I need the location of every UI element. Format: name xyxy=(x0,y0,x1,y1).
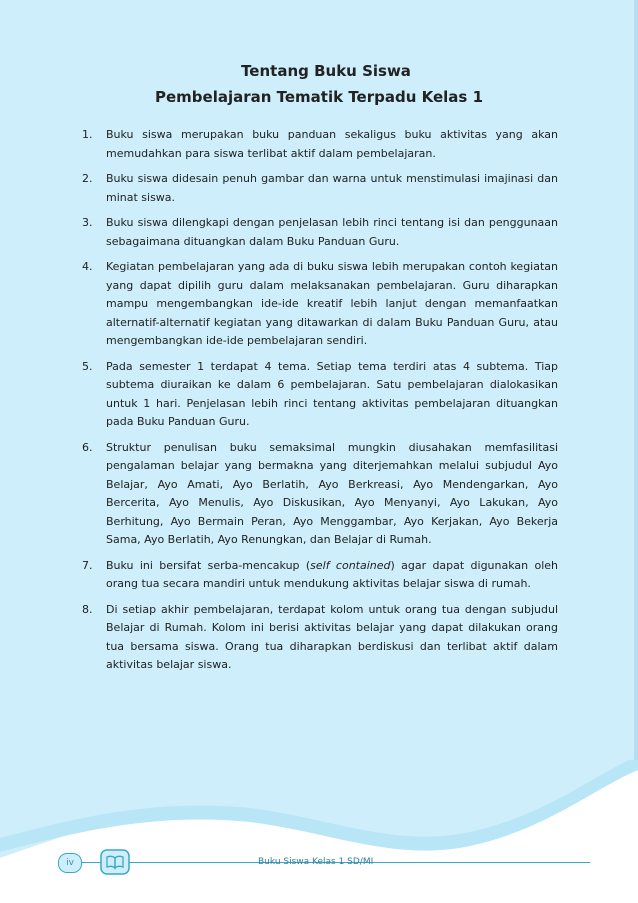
list-item xyxy=(82,126,558,163)
list-item xyxy=(82,358,558,432)
list-item xyxy=(82,439,558,550)
page-number: iv xyxy=(58,853,82,873)
list-item-text: Kegiatan pembelajaran yang ada di buku siswa lebih merupakan contoh kegiatan yang dapat dipilih guru dalam melaksanakan pembelajaran. Guru diharapkan mampu mengembangkan ide-ide kreatif lebih lanjut dengan memanfaatkan alternatif-alternatif kegiatan yang ditawarkan di dalam Buku Panduan Guru, atau mengembangkan ide-ide pembelajaran sendiri. xyxy=(106,260,558,347)
list-item-number: 8. xyxy=(82,602,93,616)
book-icon xyxy=(100,849,130,875)
list-item-text: Pada semester 1 terdapat 4 tema. Setiap tema terdiri atas 4 subtema. Tiap subtema diuraikan ke dalam 6 pembelajaran. Satu pembelajaran dialokasikan untuk 1 hari. Penjelasan lebih rinci tentang aktivitas pembelajaran dituangkan pada Buku Panduan Guru. xyxy=(106,359,558,428)
list-item-text: Buku siswa didesain penuh gambar dan warna untuk menstimulasi imajinasi dan minat siswa. xyxy=(106,172,558,204)
italic-term: self contained xyxy=(310,558,391,572)
list-item-number: 2. xyxy=(82,172,93,185)
list-item-text: Buku siswa merupakan buku panduan sekaligus buku aktivitas yang akan memudahkan para siswa terlibat aktif dalam pembelajaran. xyxy=(106,128,558,160)
list-item xyxy=(82,557,558,594)
text-segment: ) agar dapat digunakan oleh orang tua secara mandiri untuk mendukung aktivitas belajar siswa di rumah. xyxy=(106,558,558,590)
page-title xyxy=(0,60,638,108)
list-item xyxy=(82,170,558,207)
list-item-number: 1. xyxy=(82,128,93,141)
list-item-text: Di setiap akhir pembelajaran, terdapat kolom untuk orang tua dengan subjudul Belajar di Rumah. Kolom ini berisi aktivitas belajar yang dapat dilakukan orang tua bersama siswa. Orang tua diharapkan berdiskusi dan terlibat aktif dalam aktivitas belajar siswa. xyxy=(106,602,558,671)
list-item-text xyxy=(106,557,558,594)
list-item-number: 3. xyxy=(82,216,93,229)
list-item-number: 4. xyxy=(82,260,93,273)
list-item xyxy=(82,601,558,675)
text-segment: Buku ini bersifat serba-mencakup ( xyxy=(106,558,311,572)
title-line-1: Tentang Buku Siswa xyxy=(241,62,411,80)
numbered-list xyxy=(82,126,558,682)
title-line-2: Pembelajaran Tematik Terpadu Kelas 1 xyxy=(154,88,484,106)
list-item-text: Struktur penulisan buku semaksimal mungkin diusahakan memfasilitasi pengalaman belajar yang bermakna yang diterjemahkan melalui subjudul Ayo Belajar, Ayo Amati, Ayo Berlatih, Ayo Berkreasi, Ayo Mendengarkan, Ayo Bercerita, Ayo Menulis, Ayo Diskusikan, Ayo Menyanyi, Ayo Lakukan, Ayo Berhitung, Ayo Bermain Peran, Ayo Menggambar, Ayo Kerjakan, Ayo Bekerja Sama, Ayo Berlatih, Ayo Renungkan, dan Belajar di Rumah. xyxy=(106,440,558,546)
list-item xyxy=(82,258,558,351)
footer-book-title: Buku Siswa Kelas 1 SD/MI xyxy=(258,857,374,867)
list-item xyxy=(82,214,558,251)
bottom-wave-decoration xyxy=(0,760,638,903)
list-item-text: Buku siswa dilengkapi dengan penjelasan lebih rinci tentang isi dan penggunaan sebagaimana dituangkan dalam Buku Panduan Guru. xyxy=(106,216,558,248)
list-item-number: 7. xyxy=(82,558,93,572)
list-item-number: 5. xyxy=(82,359,93,373)
list-item-number: 6. xyxy=(82,440,93,454)
